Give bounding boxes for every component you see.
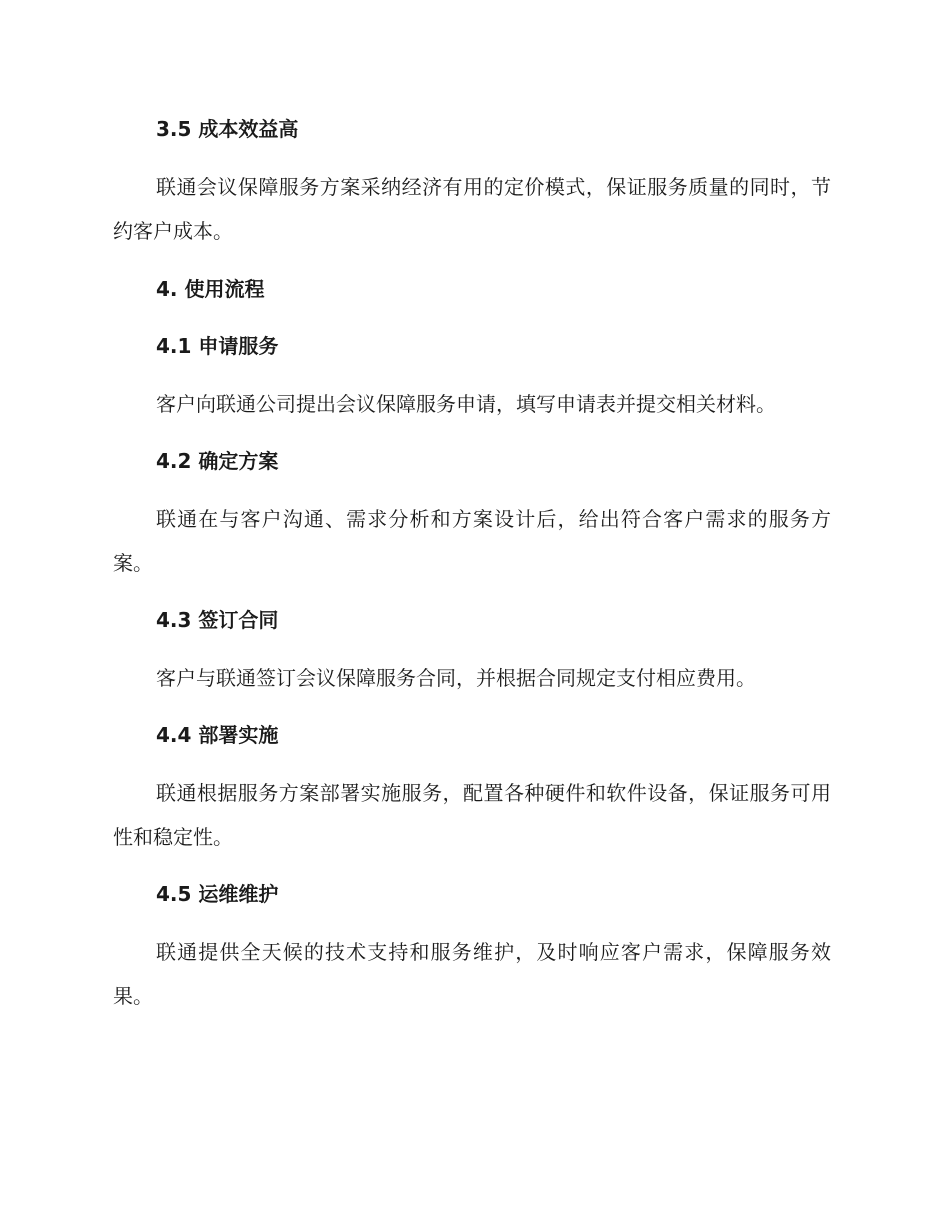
paragraph-cost-benefit: 联通会议保障服务方案采纳经济有用的定价模式，保证服务质量的同时，节约客户成本。 bbox=[113, 175, 831, 243]
paragraph-deploy: 联通根据服务方案部署实施服务，配置各种硬件和软件设备，保证服务可用性和稳定性。 bbox=[113, 781, 831, 849]
section-heading-4-4: 4.4 部署实施 bbox=[156, 723, 279, 747]
paragraph-sign-contract: 客户与联通签订会议保障服务合同，并根据合同规定支付相应费用。 bbox=[156, 666, 756, 690]
section-heading-4-3: 4.3 签订合同 bbox=[156, 608, 279, 632]
section-heading-4-5: 4.5 运维维护 bbox=[156, 882, 279, 906]
section-heading-3-5: 3.5 成本效益高 bbox=[156, 117, 299, 141]
paragraph-apply-service: 客户向联通公司提出会议保障服务申请，填写申请表并提交相关材料。 bbox=[156, 392, 776, 416]
paragraph-maintenance: 联通提供全天候的技术支持和服务维护，及时响应客户需求，保障服务效果。 bbox=[113, 940, 831, 1008]
section-heading-4-1: 4.1 申请服务 bbox=[156, 334, 279, 358]
paragraph-confirm-plan: 联通在与客户沟通、需求分析和方案设计后，给出符合客户需求的服务方案。 bbox=[113, 507, 831, 575]
section-heading-4: 4. 使用流程 bbox=[156, 277, 265, 301]
section-heading-4-2: 4.2 确定方案 bbox=[156, 449, 279, 473]
